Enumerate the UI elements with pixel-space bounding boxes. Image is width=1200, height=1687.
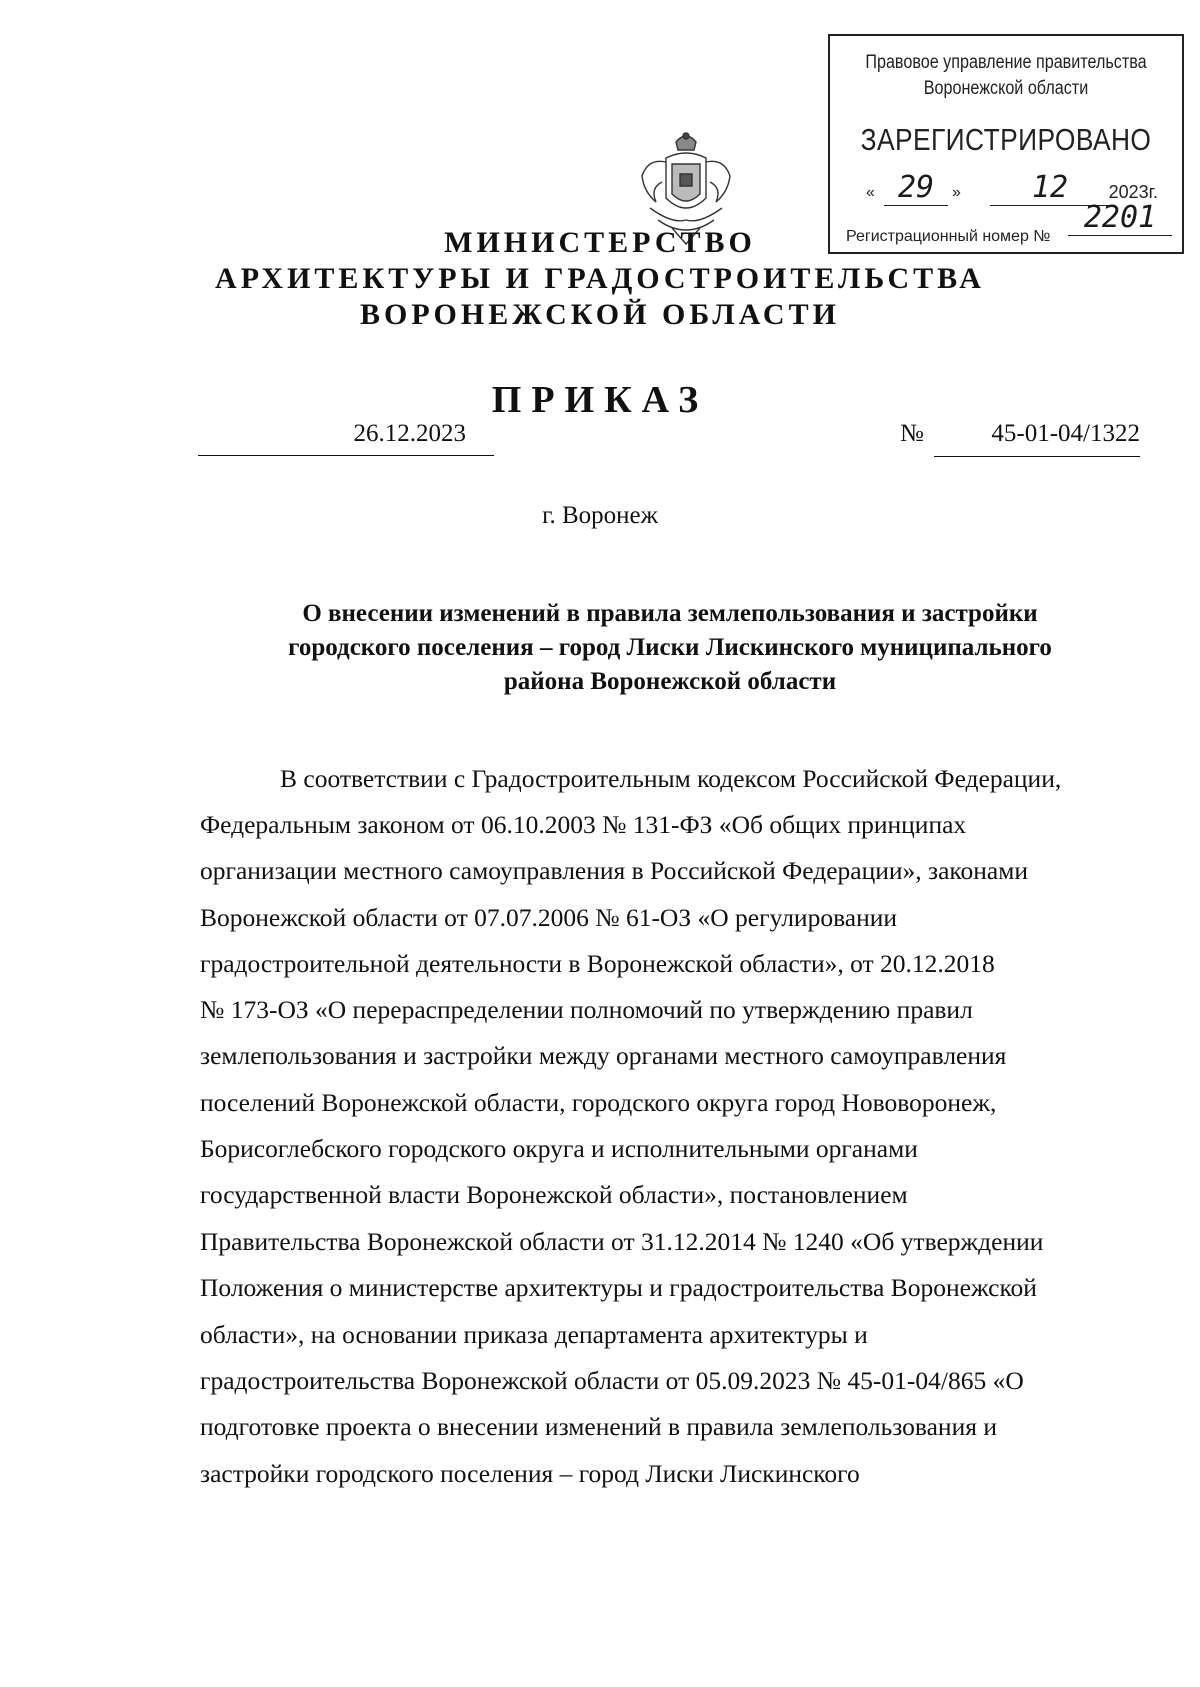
stamp-registered-label: ЗАРЕГИСТРИРОВАНО: [860, 122, 1152, 157]
body-line: застройки городского поселения – город Лиски Лискинского: [200, 1459, 860, 1488]
body-line: организации местного самоуправления в Российской Федерации», законами: [200, 856, 1029, 885]
subject-line3: района Воронежской области: [503, 668, 837, 695]
body-line: Федеральным законом от 06.10.2003 № 131-ФЗ «Об общих принципах: [200, 810, 967, 839]
stamp-month: 12: [990, 170, 1110, 206]
body-line: Положения о министерстве архитектуры и градостроительства Воронежской: [200, 1273, 1037, 1302]
order-date: 26.12.2023: [198, 420, 494, 456]
subject-line2: городского поселения – город Лиски Лискинского муниципального: [288, 634, 1052, 661]
body-line: поселений Воронежской области, городского округа город Нововоронеж,: [200, 1088, 997, 1117]
ministry-name-line2: АРХИТЕКТУРЫ И ГРАДОСТРОИТЕЛЬСТВА: [215, 262, 985, 295]
stamp-quote-open: «: [866, 184, 875, 201]
ministry-name-line1: МИНИСТЕРСТВО: [444, 226, 756, 259]
stamp-reg-number-label: Регистрационный номер №: [846, 228, 1051, 245]
body-line: государственной власти Воронежской области», постановлением: [200, 1180, 908, 1209]
body-line: В соответствии с Градостроительным кодексом Российской Федерации,: [280, 764, 1062, 793]
body-line: № 173-ОЗ «О перераспределении полномочий по утверждению правил: [200, 995, 973, 1024]
body-line: Борисоглебского городского округа и исполнительными органами: [200, 1134, 918, 1163]
body-line: Воронежской области от 07.07.2006 № 61-ОЗ «О регулировании: [200, 903, 898, 932]
body-line: Правительства Воронежской области от 31.12.2014 № 1240 «Об утверждении: [200, 1227, 1044, 1256]
registration-stamp: [828, 34, 1184, 254]
order-number-label: №: [900, 420, 924, 447]
stamp-year: 2023г.: [1108, 182, 1158, 202]
ministry-name-line3: ВОРОНЕЖСКОЙ ОБЛАСТИ: [360, 298, 840, 331]
stamp-quote-close: »: [952, 184, 961, 201]
stamp-reg-number: 2201: [1068, 200, 1172, 236]
stamp-day: 29: [884, 170, 948, 206]
document-type-title: ПРИКАЗ: [491, 379, 709, 421]
body-line: градостроительства Воронежской области от 05.09.2023 № 45-01-04/865 «О: [200, 1366, 1024, 1395]
city: г. Воронеж: [542, 502, 658, 529]
stamp-org-line1: Правовое управление правительства: [865, 52, 1147, 73]
body-line: области», на основании приказа департамента архитектуры и: [200, 1320, 868, 1349]
order-number: 45-01-04/1322: [934, 420, 1140, 457]
subject-line1: О внесении изменений в правила землепользования и застройки: [302, 600, 1038, 627]
body-line: градостроительной деятельности в Воронежской области», от 20.12.2018: [200, 949, 995, 978]
body-line: подготовке проекта о внесении изменений в правила землепользования и: [200, 1412, 997, 1441]
body-line: землепользования и застройки между органами местного самоуправления: [200, 1041, 1007, 1070]
stamp-organization: [856, 50, 1155, 102]
stamp-org-line2: Воронежской области: [923, 78, 1089, 99]
